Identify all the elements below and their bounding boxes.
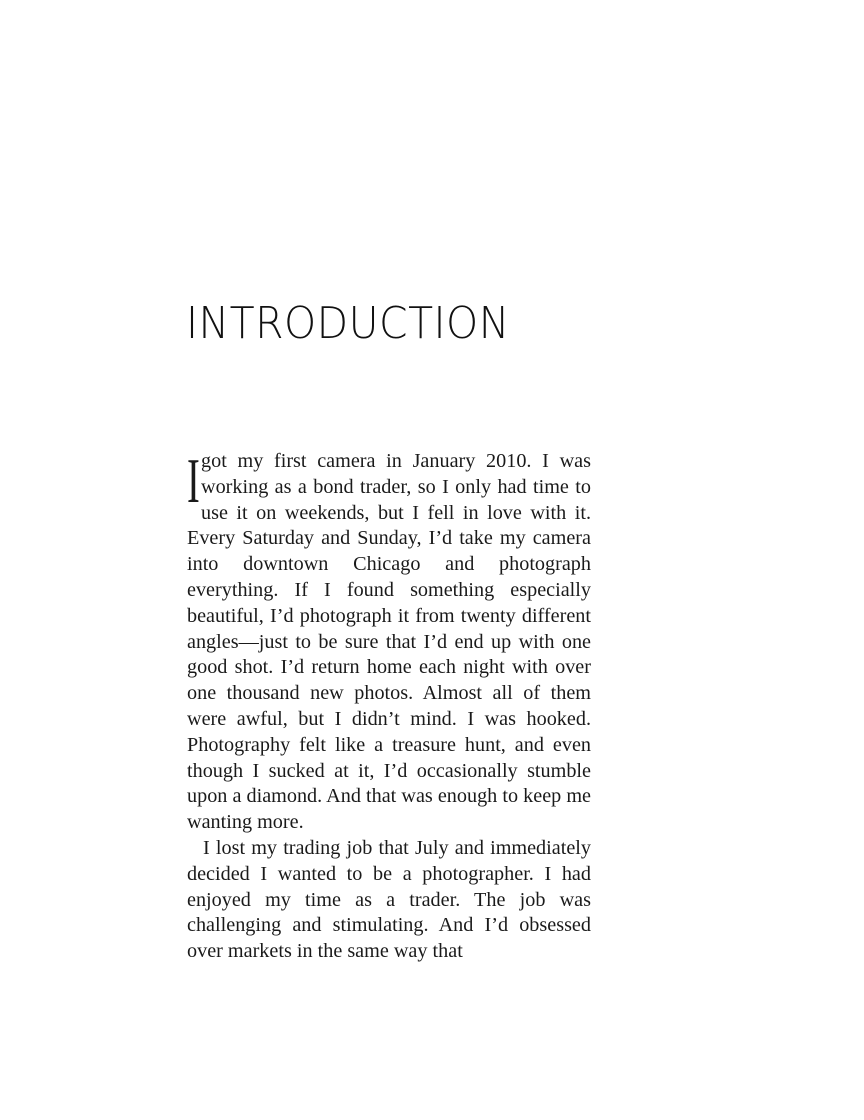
paragraph-first-text: got my first camera in January 2010. I was working as a bond trader, so I only had time to use it on weekends, but I fell in love with it. Every Saturday and Sunday, I’d take my camera into downtown Chicago and photograph everything. If I found something especially beautiful, I’d photograph it from twenty different angles—just to be sure that I’d end up with one good shot. I’d return home each night with over one thousand new photos. Almost all of them were awful, but I didn’t mind. I was hooked. Photography felt like a treasure hunt, and even though I sucked at it, I’d occasionally stumble upon a diamond. And that was enough to keep me wanting more. <box>187 450 591 834</box>
paragraph-second: I lost my trading job that July and immediately decided I wanted to be a photographer. I had enjoyed my time as a trader. The job was challenging and stimulating. And I’d obsessed over markets in the same way that <box>187 836 591 963</box>
paragraph-first <box>187 445 591 836</box>
chapter-body <box>187 445 591 963</box>
drop-cap: I <box>187 445 200 516</box>
chapter-title: INTRODUCTION <box>186 298 510 349</box>
